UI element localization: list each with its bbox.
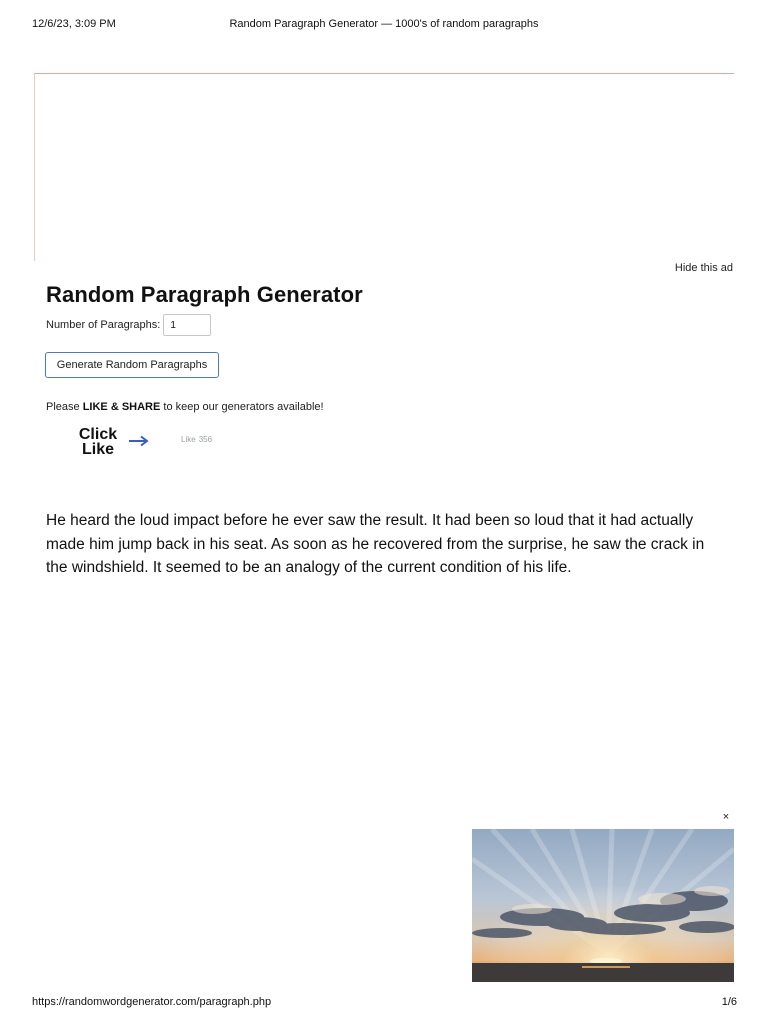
paragraph-count-row <box>46 314 211 336</box>
ad-banner[interactable] <box>34 73 734 261</box>
paragraph-count-input[interactable] <box>163 314 211 336</box>
page-title: Random Paragraph Generator <box>46 282 363 307</box>
print-url: https://randomwordgenerator.com/paragraph.php <box>32 996 272 1008</box>
sunset-image <box>472 829 734 982</box>
share-prefix: Please <box>46 401 83 413</box>
facebook-like-button[interactable] <box>181 435 212 444</box>
close-icon[interactable]: × <box>722 811 730 823</box>
share-emphasis: LIKE & SHARE <box>82 401 161 413</box>
generated-paragraph: He heard the loud impact before he ever saw the result. It had been so loud that it had actually made him jump back in his seat. As soon as he recovered from the surprise, he saw the crack in the windshield. It seemed to be an analogy of the current condition of his life. <box>46 512 705 576</box>
arrow-right-icon <box>128 434 150 448</box>
paragraph-count-label: Number of Paragraphs: <box>46 319 161 331</box>
facebook-like-count: 356 <box>198 435 213 444</box>
generate-paragraphs-button[interactable]: Generate Random Paragraphs <box>45 352 219 378</box>
share-suffix: to keep our generators available! <box>160 401 324 413</box>
share-message <box>46 401 324 413</box>
print-header <box>0 18 768 32</box>
click-like-line1: Click <box>78 426 118 443</box>
facebook-like-label: Like <box>181 435 196 444</box>
hide-ad-link[interactable]: Hide this ad <box>674 262 733 274</box>
print-document-title: Random Paragraph Generator — 1000's of random paragraphs <box>229 18 539 30</box>
print-page-number: 1/6 <box>721 996 737 1008</box>
video-ad-sunset-image[interactable] <box>472 829 734 982</box>
click-like-line2: Like <box>81 441 114 458</box>
print-datetime: 12/6/23, 3:09 PM <box>32 18 116 30</box>
click-like-callout <box>70 427 126 457</box>
